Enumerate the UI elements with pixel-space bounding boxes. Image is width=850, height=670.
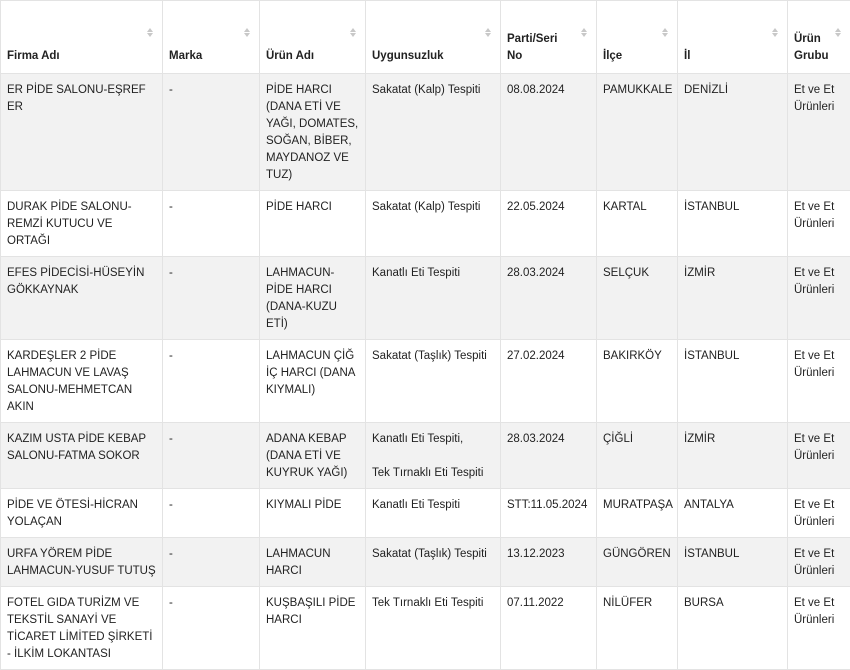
cell-il: İSTANBUL — [678, 538, 788, 587]
column-header-firma[interactable] — [1, 1, 163, 74]
cell-urun: LAHMACUN ÇİĞ İÇ HARCI (DANA KIYMALI) — [260, 340, 366, 423]
cell-text: Tek Tırnaklı Eti Tespiti — [372, 465, 494, 482]
cell-grup: Et ve Et Ürünleri — [788, 538, 850, 587]
cell-uygunsuzluk — [366, 587, 501, 670]
table-row — [1, 340, 850, 423]
cell-text: Tek Tırnaklı Eti Tespiti — [372, 595, 494, 612]
cell-ilce: ÇİĞLİ — [597, 423, 678, 489]
cell-parti: 28.03.2024 — [501, 257, 597, 340]
cell-urun: KUŞBAŞILI PİDE HARCI — [260, 587, 366, 670]
table-row — [1, 74, 850, 191]
cell-marka: - — [163, 587, 260, 670]
cell-marka: - — [163, 257, 260, 340]
cell-parti: 27.02.2024 — [501, 340, 597, 423]
cell-marka: - — [163, 340, 260, 423]
cell-marka: - — [163, 74, 260, 191]
cell-grup: Et ve Et Ürünleri — [788, 340, 850, 423]
cell-marka: - — [163, 191, 260, 257]
table-row — [1, 489, 850, 538]
cell-urun: KIYMALI PİDE — [260, 489, 366, 538]
cell-grup: Et ve Et Ürünleri — [788, 74, 850, 191]
cell-il: İZMİR — [678, 257, 788, 340]
cell-marka: - — [163, 538, 260, 587]
cell-text: Sakatat (Kalp) Tespiti — [372, 82, 494, 99]
cell-parti: 28.03.2024 — [501, 423, 597, 489]
cell-firma: EFES PİDECİSİ-HÜSEYİN GÖKKAYNAK — [1, 257, 163, 340]
cell-ilce: BAKIRKÖY — [597, 340, 678, 423]
column-header-label: Parti/Seri No — [507, 31, 590, 65]
cell-text: Kanatlı Eti Tespiti — [372, 497, 494, 514]
cell-uygunsuzluk — [366, 489, 501, 538]
cell-grup: Et ve Et Ürünleri — [788, 191, 850, 257]
table-row — [1, 191, 850, 257]
sort-arrows-icon[interactable] — [661, 27, 669, 39]
cell-text: Sakatat (Taşlık) Tespiti — [372, 546, 494, 563]
cell-firma: DURAK PİDE SALONU-REMZİ KUTUCU VE ORTAĞI — [1, 191, 163, 257]
column-header-ilce[interactable] — [597, 1, 678, 74]
cell-il: DENİZLİ — [678, 74, 788, 191]
cell-ilce: MURATPAŞA — [597, 489, 678, 538]
cell-il: ANTALYA — [678, 489, 788, 538]
sort-arrows-icon[interactable] — [771, 27, 779, 39]
column-header-grup[interactable] — [788, 1, 850, 74]
sort-arrows-icon[interactable] — [146, 27, 154, 39]
sort-arrows-icon[interactable] — [834, 27, 842, 39]
cell-grup: Et ve Et Ürünleri — [788, 423, 850, 489]
cell-firma: URFA YÖREM PİDE LAHMACUN-YUSUF TUTUŞ — [1, 538, 163, 587]
cell-ilce: SELÇUK — [597, 257, 678, 340]
sort-arrows-icon[interactable] — [484, 27, 492, 39]
table-row — [1, 587, 850, 670]
cell-text: Sakatat (Taşlık) Tespiti — [372, 348, 494, 365]
cell-ilce: PAMUKKALE — [597, 74, 678, 191]
cell-firma: KAZIM USTA PİDE KEBAP SALONU-FATMA SOKOR — [1, 423, 163, 489]
cell-grup: Et ve Et Ürünleri — [788, 257, 850, 340]
cell-parti: 22.05.2024 — [501, 191, 597, 257]
cell-il: BURSA — [678, 587, 788, 670]
cell-grup: Et ve Et Ürünleri — [788, 587, 850, 670]
cell-ilce: KARTAL — [597, 191, 678, 257]
sort-arrows-icon[interactable] — [349, 27, 357, 39]
column-header-parti[interactable] — [501, 1, 597, 74]
column-header-uygunsuzluk[interactable] — [366, 1, 501, 74]
column-header-label: İl — [684, 48, 781, 65]
table-row — [1, 423, 850, 489]
cell-parti: 08.08.2024 — [501, 74, 597, 191]
cell-urun: PİDE HARCI (DANA ETİ VE YAĞI, DOMATES, SOĞAN, BİBER, MAYDANOZ VE TUZ) — [260, 74, 366, 191]
column-header-label: Ürün Adı — [266, 48, 359, 65]
cell-uygunsuzluk — [366, 538, 501, 587]
column-header-marka[interactable] — [163, 1, 260, 74]
column-header-label: Firma Adı — [7, 48, 156, 65]
cell-parti: 13.12.2023 — [501, 538, 597, 587]
cell-urun: LAHMACUN HARCI — [260, 538, 366, 587]
cell-uygunsuzluk — [366, 191, 501, 257]
cell-marka: - — [163, 423, 260, 489]
cell-uygunsuzluk — [366, 257, 501, 340]
cell-parti: 07.11.2022 — [501, 587, 597, 670]
column-header-label: İlçe — [603, 48, 671, 65]
cell-urun: PİDE HARCI — [260, 191, 366, 257]
cell-firma: ER PİDE SALONU-EŞREF ER — [1, 74, 163, 191]
cell-text: Kanatlı Eti Tespiti, — [372, 431, 494, 448]
sort-arrows-icon[interactable] — [243, 27, 251, 39]
cell-uygunsuzluk — [366, 74, 501, 191]
cell-text: Kanatlı Eti Tespiti — [372, 265, 494, 282]
cell-grup: Et ve Et Ürünleri — [788, 489, 850, 538]
table-row — [1, 538, 850, 587]
cell-parti: STT:11.05.2024 — [501, 489, 597, 538]
column-header-il[interactable] — [678, 1, 788, 74]
cell-firma: PİDE VE ÖTESİ-HİCRAN YOLAÇAN — [1, 489, 163, 538]
cell-il: İSTANBUL — [678, 340, 788, 423]
cell-il: İZMİR — [678, 423, 788, 489]
column-header-label: Uygunsuzluk — [372, 48, 494, 65]
table-body — [1, 74, 850, 670]
table-row — [1, 257, 850, 340]
column-header-label: Marka — [169, 48, 253, 65]
cell-uygunsuzluk — [366, 423, 501, 489]
sort-arrows-icon[interactable] — [580, 27, 588, 39]
cell-ilce: GÜNGÖREN — [597, 538, 678, 587]
column-header-label: Ürün Grubu — [794, 31, 844, 65]
cell-text: Sakatat (Kalp) Tespiti — [372, 199, 494, 216]
column-header-urun[interactable] — [260, 1, 366, 74]
cell-firma: FOTEL GIDA TURİZM VE TEKSTİL SANAYİ VE TİCARET LİMİTED ŞİRKETİ - İLKİM LOKANTASI — [1, 587, 163, 670]
header-row — [1, 1, 850, 74]
cell-firma: KARDEŞLER 2 PİDE LAHMACUN VE LAVAŞ SALONU-MEHMETCAN AKIN — [1, 340, 163, 423]
cell-urun: ADANA KEBAP (DANA ETİ VE KUYRUK YAĞI) — [260, 423, 366, 489]
cell-uygunsuzluk — [366, 340, 501, 423]
cell-marka: - — [163, 489, 260, 538]
cell-il: İSTANBUL — [678, 191, 788, 257]
cell-ilce: NİLÜFER — [597, 587, 678, 670]
cell-urun: LAHMACUN-PİDE HARCI (DANA-KUZU ETİ) — [260, 257, 366, 340]
